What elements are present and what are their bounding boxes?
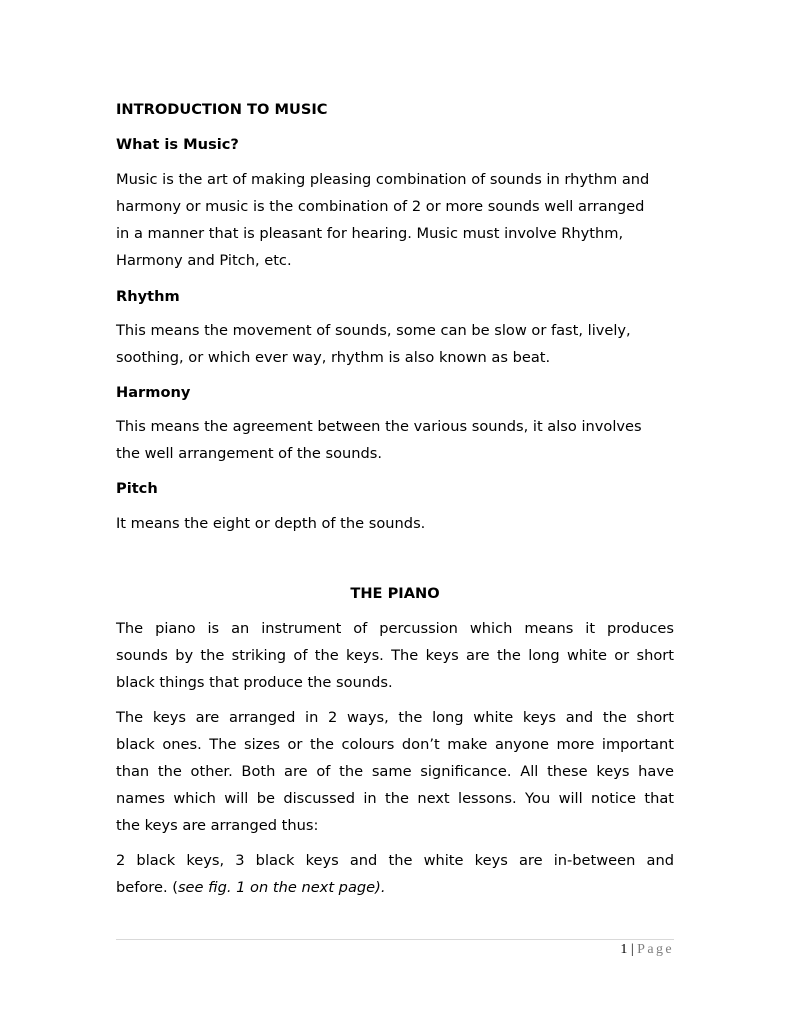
paragraph-line: black ones. The sizes or the colours don’t make anyone more important bbox=[116, 736, 674, 753]
page-footer bbox=[620, 941, 674, 959]
figure-reference: see fig. 1 on the next page). bbox=[177, 879, 386, 896]
paragraph-line: 2 black keys, 3 black keys and the white keys are in-between and bbox=[116, 852, 674, 869]
paragraph-line: names which will be discussed in the next lessons. You will notice that bbox=[116, 790, 674, 807]
paragraph-line: The keys are arranged in 2 ways, the long white keys and the short bbox=[116, 709, 674, 726]
paragraph-line: the keys are arranged thus: bbox=[116, 817, 319, 834]
paragraph-line: in a manner that is pleasant for hearing. Music must involve Rhythm, bbox=[116, 225, 624, 242]
document-title: INTRODUCTION TO MUSIC bbox=[116, 101, 328, 118]
paragraph-line: Harmony and Pitch, etc. bbox=[116, 252, 292, 269]
paragraph-line: sounds by the striking of the keys. The keys are the long white or short bbox=[116, 647, 674, 664]
paragraph-piano-3 bbox=[116, 847, 674, 901]
paragraph-what-is-music bbox=[116, 166, 674, 274]
paragraph-line: than the other. Both are of the same significance. All these keys have bbox=[116, 763, 674, 780]
page-number: 1 bbox=[620, 942, 628, 957]
paragraph-line: soothing, or which ever way, rhythm is also known as beat. bbox=[116, 349, 551, 366]
footer-divider bbox=[116, 939, 674, 940]
paragraph-pitch bbox=[116, 510, 674, 537]
paragraph-line: This means the movement of sounds, some can be slow or fast, lively, bbox=[116, 322, 631, 339]
paragraph-line: the well arrangement of the sounds. bbox=[116, 445, 383, 462]
paragraph-line: Music is the art of making pleasing combination of sounds in rhythm and bbox=[116, 171, 650, 188]
heading-what-is-music: What is Music? bbox=[116, 136, 239, 153]
paragraph-line: black things that produce the sounds. bbox=[116, 674, 393, 691]
paragraph-line: This means the agreement between the various sounds, it also involves bbox=[116, 418, 642, 435]
paragraph-harmony bbox=[116, 413, 674, 467]
paragraph-piano-1 bbox=[116, 615, 674, 696]
heading-the-piano: THE PIANO bbox=[350, 585, 440, 602]
heading-rhythm: Rhythm bbox=[116, 288, 180, 305]
paragraph-line bbox=[116, 874, 674, 901]
heading-pitch: Pitch bbox=[116, 480, 158, 497]
paragraph-line: It means the eight or depth of the sounds. bbox=[116, 515, 426, 532]
paragraph-text: before. ( bbox=[116, 879, 178, 896]
paragraph-line: The piano is an instrument of percussion which means it produces bbox=[116, 620, 674, 637]
paragraph-line: harmony or music is the combination of 2 or more sounds well arranged bbox=[116, 198, 645, 215]
paragraph-rhythm bbox=[116, 317, 674, 371]
page-label: Page bbox=[637, 942, 674, 957]
heading-harmony: Harmony bbox=[116, 384, 191, 401]
paragraph-piano-2 bbox=[116, 704, 674, 839]
footer-separator: | bbox=[630, 942, 634, 957]
